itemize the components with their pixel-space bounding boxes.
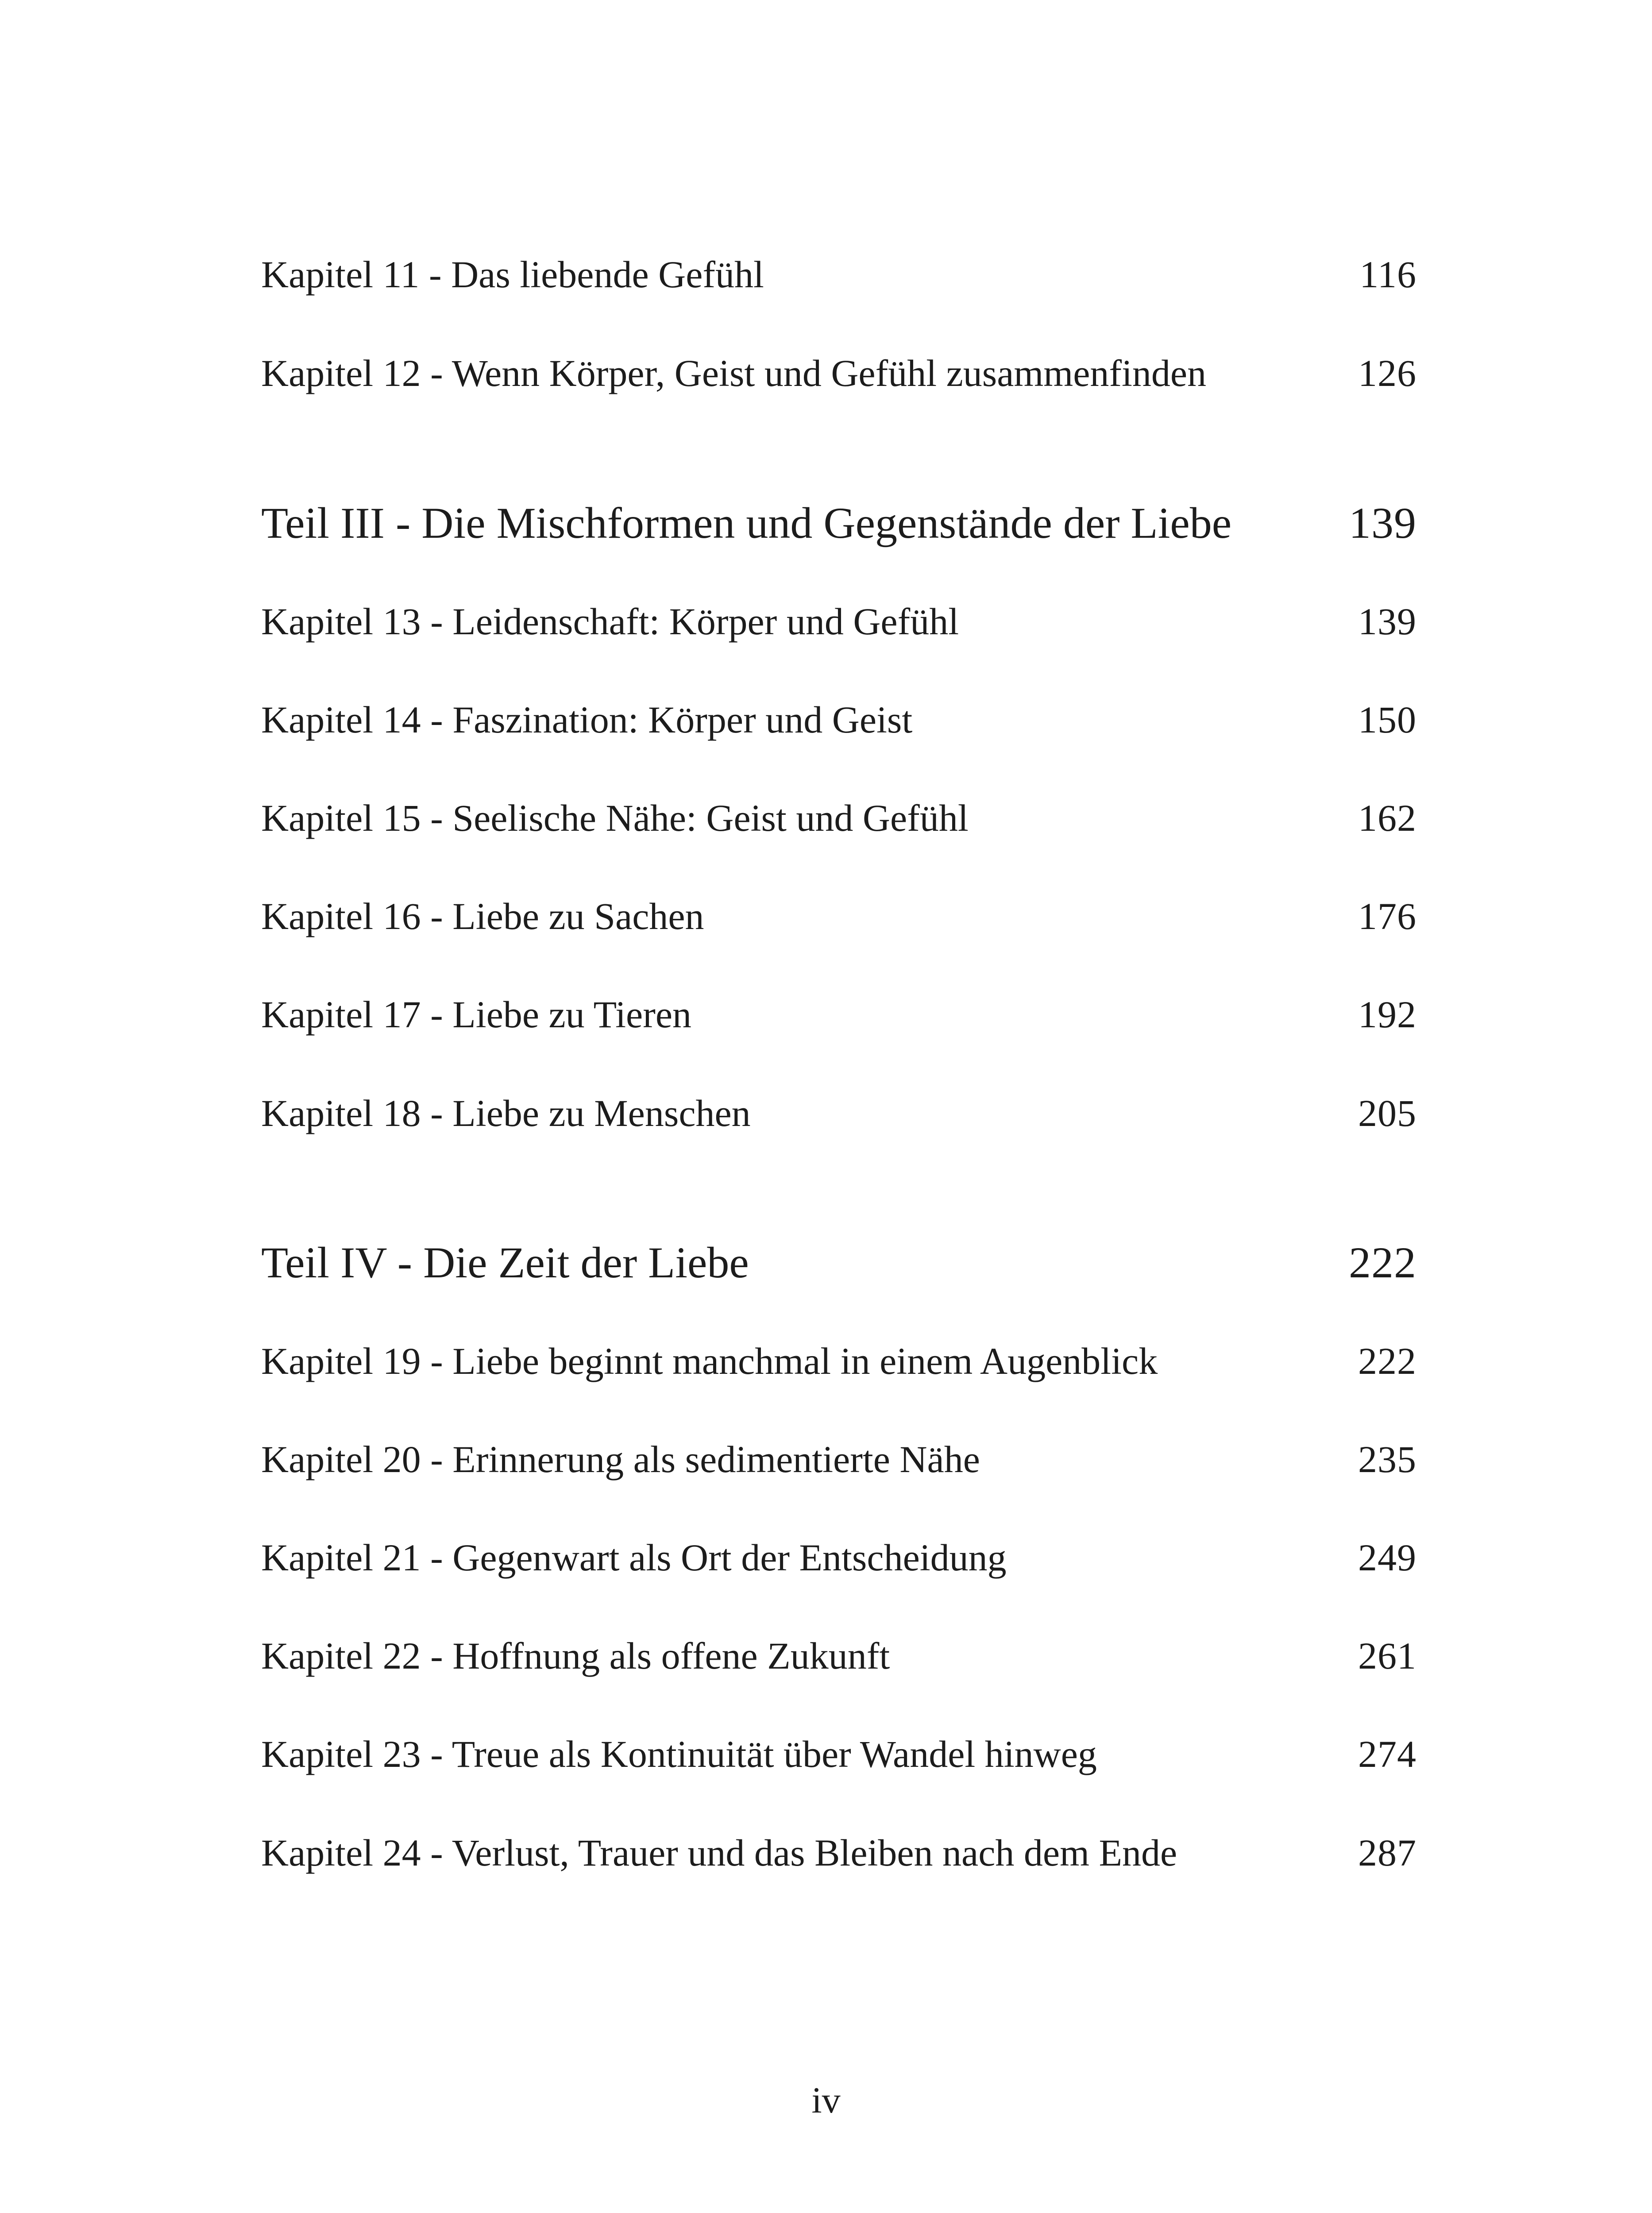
toc-entry-page-number: 274 <box>1358 1733 1417 1775</box>
toc-entry-title: Kapitel 16 - Liebe zu Sachen <box>261 895 704 937</box>
toc-entry-title: Kapitel 24 - Verlust, Trauer und das Bleiben nach dem Ende <box>261 1831 1177 1874</box>
toc-entry-title: Kapitel 19 - Liebe beginnt manchmal in einem Augenblick <box>261 1340 1158 1382</box>
toc-entry-chapter-22 <box>261 1625 1417 1687</box>
toc-entry-part-3 <box>261 492 1417 554</box>
toc-entry-page-number: 261 <box>1358 1635 1417 1677</box>
toc-entry-chapter-19 <box>261 1330 1417 1392</box>
toc-entry-title: Kapitel 15 - Seelische Nähe: Geist und Gefühl <box>261 797 969 839</box>
toc-entry-page-number: 150 <box>1358 698 1417 741</box>
toc-entry-page-number: 222 <box>1358 1340 1417 1382</box>
toc-entry-title: Kapitel 18 - Liebe zu Menschen <box>261 1092 751 1134</box>
toc-entry-chapter-17 <box>261 983 1417 1045</box>
toc-entry-page-number: 139 <box>1358 600 1417 643</box>
toc-entry-chapter-20 <box>261 1428 1417 1490</box>
toc-entry-chapter-21 <box>261 1527 1417 1588</box>
toc-entry-chapter-12 <box>261 342 1417 404</box>
toc-entry-page-number: 126 <box>1358 352 1417 394</box>
toc-part-title: Teil IV - Die Zeit der Liebe <box>261 1238 749 1287</box>
toc-entry-page-number: 249 <box>1358 1536 1417 1579</box>
toc-entry-title: Kapitel 17 - Liebe zu Tieren <box>261 993 692 1036</box>
toc-entry-page-number: 162 <box>1358 797 1417 839</box>
toc-entry-page-number: 205 <box>1358 1092 1417 1134</box>
page-number-folio: iv <box>811 2079 841 2121</box>
toc-entry-title: Kapitel 21 - Gegenwart als Ort der Entscheidung <box>261 1536 1007 1579</box>
toc-entry-chapter-15 <box>261 787 1417 849</box>
toc-entry-page-number: 116 <box>1359 253 1417 296</box>
toc-entry-page-number: 287 <box>1358 1831 1417 1874</box>
toc-entry-chapter-14 <box>261 689 1417 751</box>
toc-entry-chapter-23 <box>261 1723 1417 1785</box>
toc-entry-part-4 <box>261 1231 1417 1293</box>
toc-entry-chapter-18 <box>261 1082 1417 1144</box>
toc-entry-title: Kapitel 13 - Leidenschaft: Körper und Gefühl <box>261 600 959 643</box>
toc-entry-page-number: 139 <box>1349 498 1417 547</box>
toc-entry-chapter-16 <box>261 885 1417 947</box>
toc-entry-chapter-11 <box>261 243 1417 305</box>
toc-entry-page-number: 235 <box>1358 1438 1417 1480</box>
toc-entry-page-number: 192 <box>1358 993 1417 1036</box>
toc-entry-title: Kapitel 20 - Erinnerung als sedimentierte Nähe <box>261 1438 980 1480</box>
toc-entry-page-number: 176 <box>1358 895 1417 937</box>
toc-entry-title: Kapitel 12 - Wenn Körper, Geist und Gefühl zusammenfinden <box>261 352 1207 394</box>
toc-entry-page-number: 222 <box>1349 1238 1417 1287</box>
toc-part-title: Teil III - Die Mischformen und Gegenstände der Liebe <box>261 498 1232 547</box>
toc-entry-chapter-13 <box>261 590 1417 652</box>
toc-entry-title: Kapitel 11 - Das liebende Gefühl <box>261 253 764 296</box>
toc-entry-title: Kapitel 23 - Treue als Kontinuität über Wandel hinweg <box>261 1733 1097 1775</box>
toc-entry-title: Kapitel 22 - Hoffnung als offene Zukunft <box>261 1635 890 1677</box>
toc-entry-chapter-24 <box>261 1822 1417 1884</box>
toc-entry-title: Kapitel 14 - Faszination: Körper und Geist <box>261 698 913 741</box>
